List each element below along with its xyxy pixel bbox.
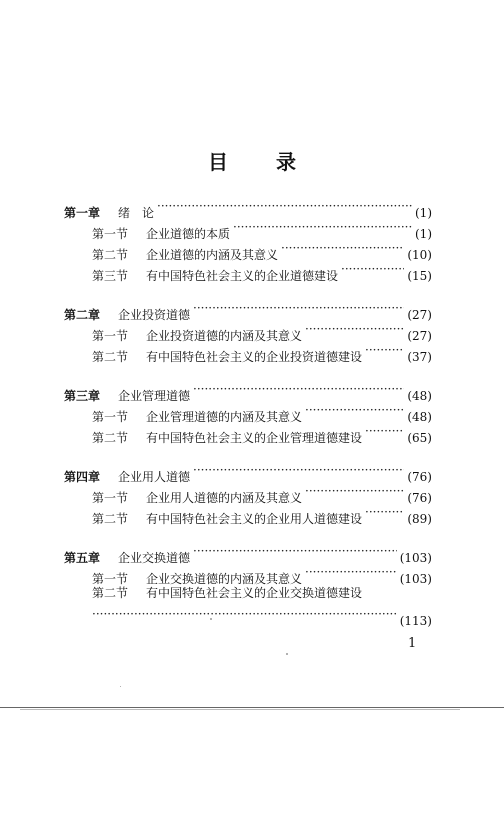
toc-chapter-row[interactable] [64,460,432,484]
section-title: 有中国特色社会主义的企业用人道德建设 [146,512,363,526]
section-title: 有中国特色社会主义的企业道德建设 [146,269,339,283]
section-title: 有中国特色社会主义的企业管理道德建设 [146,431,363,445]
dot-leader [233,217,412,238]
toc-chapter-3 [64,379,432,445]
chapter-title: 企业投资道德 [118,308,191,322]
section-label: 第一节 [92,329,129,343]
dot-leader [92,604,397,625]
section-label: 第二节 [92,350,129,364]
chapter-label: 第一章 [64,206,101,220]
page-title [0,146,504,175]
toc-section-continuation-row[interactable] [64,604,432,628]
dot-leader [193,298,404,319]
section-page-number: (76) [407,491,432,505]
section-title: 企业投资道德的内涵及其意义 [146,329,303,343]
dot-leader [305,319,404,340]
chapter-label: 第二章 [64,308,101,322]
section-label: 第二节 [92,512,129,526]
dot-leader [157,196,412,217]
dot-leader [305,481,404,502]
table-of-contents [64,196,432,643]
dot-leader [365,502,404,523]
chapter-page-number: (48) [407,389,432,403]
scan-speck [210,618,212,620]
section-title: 企业道德的本质 [146,227,231,241]
toc-chapter-1 [64,196,432,283]
section-label: 第三节 [92,269,129,283]
scan-speck [286,653,288,655]
dot-leader [365,421,404,442]
section-label: 第二节 [92,248,129,262]
section-title: 企业管理道德的内涵及其意义 [146,410,303,424]
chapter-label: 第四章 [64,470,101,484]
section-page-number: (1) [415,227,432,241]
section-page-number: (65) [407,431,432,445]
section-title: 企业用人道德的内涵及其意义 [146,491,303,505]
section-label: 第一节 [92,227,129,241]
section-label: 第二节 [92,431,129,445]
section-page-number: (15) [407,269,432,283]
title-char-2: 录 [276,150,296,174]
chapter-title: 企业用人道德 [118,470,191,484]
toc-chapter-2 [64,298,432,364]
section-page-number: (103) [399,572,432,586]
dot-leader [281,238,404,259]
toc-chapter-4 [64,460,432,526]
section-page-number: (10) [407,248,432,262]
section-page-number: (113) [399,614,432,628]
dot-leader [305,400,404,421]
dot-leader [305,562,397,583]
bottom-rule [0,707,504,708]
chapter-title: 绪 论 [118,206,155,220]
section-page-number: (37) [407,350,432,364]
section-title: 企业道德的内涵及其意义 [146,248,279,262]
chapter-label: 第三章 [64,389,101,403]
scan-speck [120,686,121,687]
section-label: 第一节 [92,491,129,505]
section-page-number: (27) [407,329,432,343]
section-page-number: (48) [407,410,432,424]
section-title: 企业交换道德的内涵及其意义 [146,572,303,586]
dot-leader [365,340,404,361]
chapter-page-number: (27) [407,308,432,322]
section-label: 第一节 [92,572,129,586]
chapter-page-number: (1) [415,206,432,220]
dot-leader [193,379,404,400]
chapter-page-number: (76) [407,470,432,484]
section-title: 有中国特色社会主义的企业投资道德建设 [146,350,363,364]
toc-chapter-row[interactable] [64,298,432,322]
toc-chapter-row[interactable] [64,541,432,565]
chapter-page-number: (103) [399,551,432,565]
toc-chapter-row[interactable] [64,379,432,403]
bottom-rule-shadow [20,709,460,710]
section-title: 有中国特色社会主义的企业交换道德建设 [146,586,363,600]
dot-leader [193,460,404,481]
dot-leader [193,541,397,562]
section-page-number: (89) [407,512,432,526]
toc-section-row[interactable] [64,583,432,604]
dot-leader [341,259,404,280]
section-label: 第二节 [92,586,129,600]
chapter-label: 第五章 [64,551,101,565]
chapter-title: 企业管理道德 [118,389,191,403]
section-label: 第一节 [92,410,129,424]
toc-chapter-5 [64,541,432,628]
page-number-folio: 1 [408,636,417,651]
chapter-title: 企业交换道德 [118,551,191,565]
title-char-1: 目 [208,150,228,174]
toc-chapter-row[interactable] [64,196,432,220]
